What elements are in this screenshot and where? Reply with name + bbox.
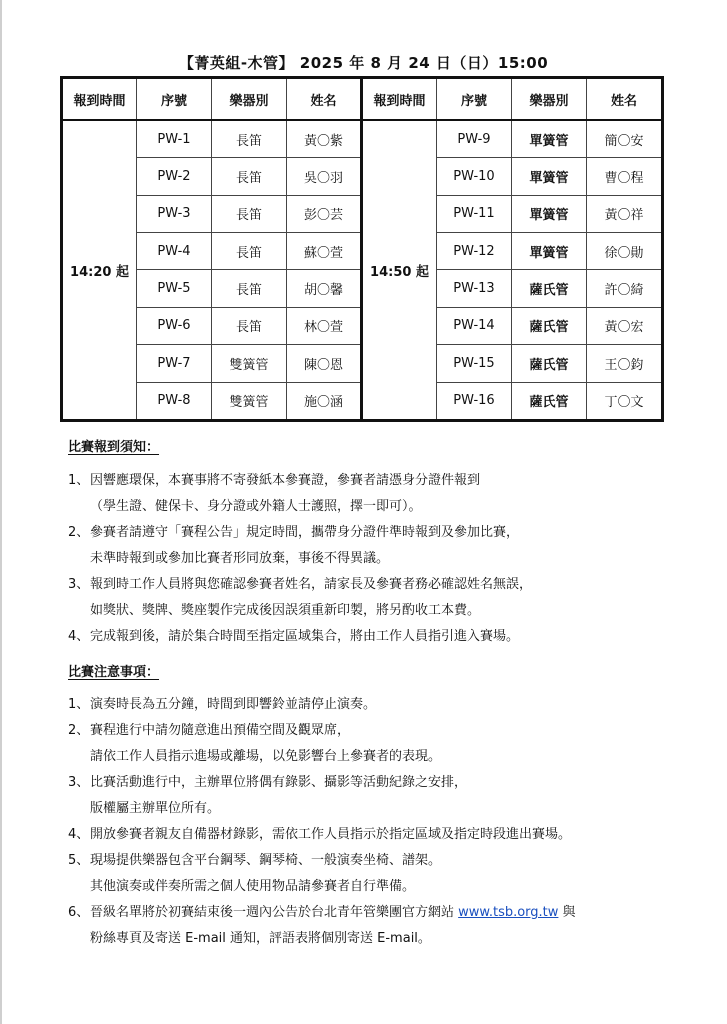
serial-cell: PW-13 [437, 270, 512, 307]
serial-cell: PW-11 [437, 195, 512, 232]
list-item [68, 624, 668, 650]
checkin-time-right: 14:50 起 [362, 120, 437, 421]
list-item-continuation: 請依工作人員指示進場或離場，以免影響台上參賽者的表現。 [90, 749, 442, 764]
serial-cell: PW-7 [137, 345, 212, 382]
list-item-text: 參賽者請遵守「賽程公告」規定時間，攜帶身分證件準時報到及參加比賽， [90, 525, 520, 540]
list-item-number: 4、 [68, 827, 90, 842]
schedule-table [60, 76, 664, 422]
name-cell: 林〇萱 [287, 307, 362, 344]
list-item-number: 1、 [68, 473, 90, 488]
serial-cell: PW-6 [137, 307, 212, 344]
list-item [68, 572, 668, 598]
header-name-right: 姓名 [587, 78, 663, 121]
list-item-continuation: （學生證、健保卡、身分證或外籍人士護照，擇一即可）。 [90, 499, 422, 514]
list-item-text: 開放參賽者親友自備器材錄影，需依工作人員指示於指定區域及指定時段進出賽場。 [90, 827, 572, 842]
list-item-number: 1、 [68, 697, 90, 712]
serial-cell: PW-10 [437, 158, 512, 195]
name-cell: 曹〇程 [587, 158, 663, 195]
list-item-number: 4、 [68, 629, 90, 644]
checkin-time-left: 14:20 起 [62, 120, 137, 421]
list-item-number: 3、 [68, 577, 90, 592]
page-title: 【菁英組-木管】 2025 年 8 月 24 日（日）15:00 [178, 54, 549, 72]
list-item-text-after: 與 [558, 905, 576, 920]
list-item-text: 報到時工作人員將與您確認參賽者姓名，請家長及參賽者務必確認姓名無誤， [90, 577, 533, 592]
serial-cell: PW-2 [137, 158, 212, 195]
table-row [62, 120, 663, 158]
header-name-left: 姓名 [287, 78, 362, 121]
list-item [68, 520, 668, 546]
name-cell: 黃〇紫 [287, 120, 362, 158]
list-item [68, 900, 668, 926]
list-item-text-before: 晉級名單將於初賽結束後一週內公告於台北青年管樂團官方網站 [90, 905, 459, 920]
list-item-continuation: 版權屬主辦單位所有。 [90, 801, 221, 816]
instrument-cell: 薩氏管 [512, 345, 587, 382]
website-link[interactable]: www.tsb.org.tw [458, 905, 559, 920]
header-serial-right: 序號 [437, 78, 512, 121]
serial-cell: PW-12 [437, 233, 512, 270]
list-item [68, 718, 668, 744]
header-checkin-time-left: 報到時間 [62, 78, 137, 121]
instrument-cell: 長笛 [212, 270, 287, 307]
page-edge [0, 0, 2, 1024]
list-item-number: 2、 [68, 723, 90, 738]
name-cell: 陳〇恩 [287, 345, 362, 382]
list-item-number: 2、 [68, 525, 90, 540]
instrument-cell: 單簧管 [512, 233, 587, 270]
instrument-cell: 雙簧管 [212, 345, 287, 382]
list-item-number: 3、 [68, 775, 90, 790]
instrument-cell: 雙簧管 [212, 382, 287, 420]
list-item-text: 演奏時長為五分鐘，時間到即響鈴並請停止演奏。 [90, 697, 377, 712]
instrument-cell: 長笛 [212, 120, 287, 158]
instrument-cell: 長笛 [212, 233, 287, 270]
name-cell: 彭〇芸 [287, 195, 362, 232]
instrument-cell: 薩氏管 [512, 382, 587, 420]
instrument-cell: 薩氏管 [512, 270, 587, 307]
name-cell: 施〇涵 [287, 382, 362, 420]
serial-cell: PW-15 [437, 345, 512, 382]
list-item-text: 完成報到後，請於集合時間至指定區域集合，將由工作人員指引進入賽場。 [90, 629, 520, 644]
serial-cell: PW-4 [137, 233, 212, 270]
instrument-cell: 長笛 [212, 158, 287, 195]
attention-list [68, 692, 668, 952]
list-item [68, 822, 668, 848]
list-item-number: 5、 [68, 853, 90, 868]
serial-cell: PW-1 [137, 120, 212, 158]
instrument-cell: 單簧管 [512, 158, 587, 195]
list-item [68, 468, 668, 494]
list-item-continuation: 其他演奏或伴奏所需之個人使用物品請參賽者自行準備。 [90, 879, 416, 894]
notice-heading: 比賽報到須知： [68, 440, 160, 455]
list-item [68, 770, 668, 796]
attention-heading: 比賽注意事項： [68, 665, 160, 680]
name-cell: 簡〇安 [587, 120, 663, 158]
list-item-text: 賽程進行中請勿隨意進出預備空間及觀眾席， [90, 723, 351, 738]
name-cell: 王〇鈞 [587, 345, 663, 382]
name-cell: 吳〇羽 [287, 158, 362, 195]
list-item-continuation: 如獎狀、獎牌、獎座製作完成後因誤須重新印製，將另酌收工本費。 [90, 603, 481, 618]
notice-list [68, 468, 668, 650]
serial-cell: PW-5 [137, 270, 212, 307]
list-item-text: 比賽活動進行中，主辦單位將偶有錄影、攝影等活動紀錄之安排， [90, 775, 468, 790]
serial-cell: PW-14 [437, 307, 512, 344]
table-header-row [62, 78, 663, 121]
list-item-continuation: 未準時報到或參加比賽者形同放棄，事後不得異議。 [90, 551, 390, 566]
header-instrument-right: 樂器別 [512, 78, 587, 121]
name-cell: 丁〇文 [587, 382, 663, 420]
header-instrument-left: 樂器別 [212, 78, 287, 121]
name-cell: 胡〇馨 [287, 270, 362, 307]
list-item-number: 6、 [68, 905, 90, 920]
instrument-cell: 單簧管 [512, 195, 587, 232]
header-checkin-time-right: 報到時間 [362, 78, 437, 121]
name-cell: 許〇綺 [587, 270, 663, 307]
list-item [68, 692, 668, 718]
list-item-text: 現場提供樂器包含平台鋼琴、鋼琴椅、一般演奏坐椅、譜架。 [90, 853, 442, 868]
list-item [68, 848, 668, 874]
name-cell: 黃〇祥 [587, 195, 663, 232]
serial-cell: PW-3 [137, 195, 212, 232]
name-cell: 徐〇勛 [587, 233, 663, 270]
list-item-text [90, 900, 576, 926]
name-cell: 黃〇宏 [587, 307, 663, 344]
serial-cell: PW-8 [137, 382, 212, 420]
serial-cell: PW-16 [437, 382, 512, 420]
list-item-continuation: 粉絲專頁及寄送 E-mail 通知，評語表將個別寄送 E-mail。 [90, 931, 431, 946]
list-item-text: 因響應環保，本賽事將不寄發紙本參賽證，參賽者請憑身分證件報到 [90, 473, 481, 488]
instrument-cell: 單簧管 [512, 120, 587, 158]
instrument-cell: 長笛 [212, 307, 287, 344]
serial-cell: PW-9 [437, 120, 512, 158]
name-cell: 蘇〇萱 [287, 233, 362, 270]
instrument-cell: 長笛 [212, 195, 287, 232]
header-serial-left: 序號 [137, 78, 212, 121]
instrument-cell: 薩氏管 [512, 307, 587, 344]
